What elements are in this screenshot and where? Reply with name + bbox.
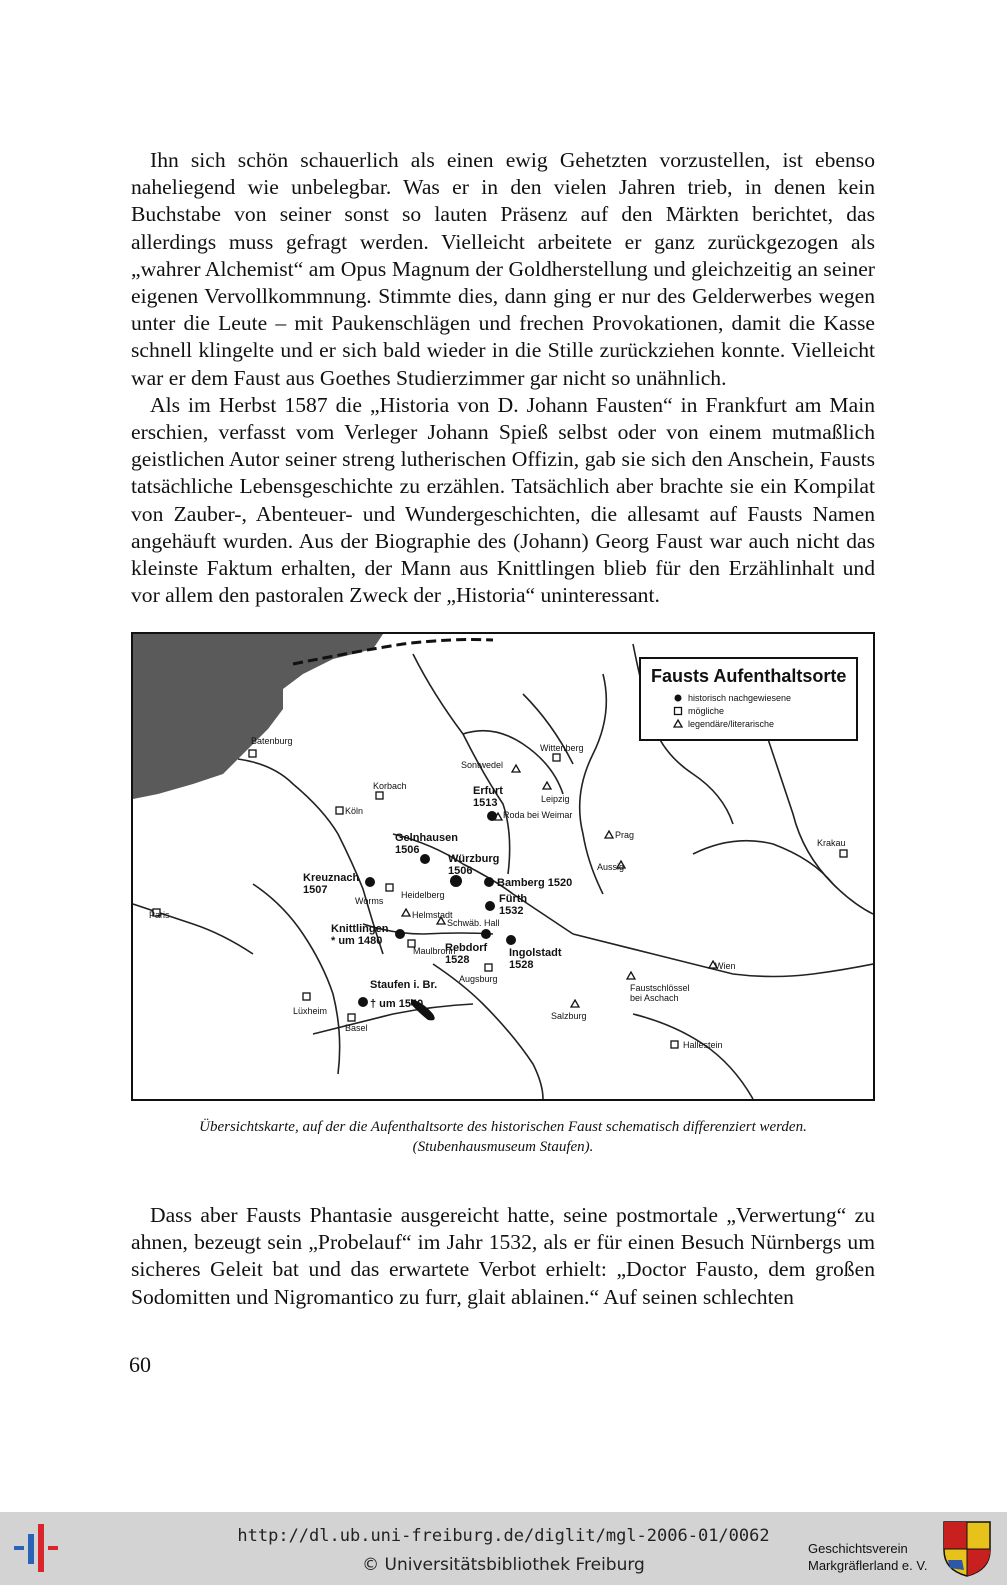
body-text-top — [131, 147, 875, 609]
label-worms: Worms — [355, 896, 384, 906]
legend-item-legendary: legendäre/literarische — [688, 719, 775, 729]
label-ingolstadt: Ingolstadt — [509, 947, 562, 959]
label-knittlingen: Knittlingen — [331, 923, 389, 935]
label-kreuznach: Kreuznach — [303, 872, 360, 884]
map-legend — [640, 658, 857, 740]
society-line-1: Geschichtsverein — [808, 1541, 908, 1556]
society-line-2: Markgräflerland e. V. — [808, 1558, 928, 1573]
label-prag: Prag — [615, 830, 635, 840]
label-ingolstadt-year: 1528 — [509, 959, 534, 971]
map-caption — [131, 1117, 875, 1157]
label-rebdorf: Rebdorf — [445, 942, 488, 954]
label-aussig: Aussig — [597, 862, 625, 872]
label-krakau: Krakau — [817, 838, 846, 848]
label-hallestein: Hallestein — [683, 1040, 723, 1050]
paragraph: Als im Herbst 1587 die „Historia von D. Johann Fausten“ in Frankfurt am Main erschien, verfasst vom Verleger Johann Spieß selbst oder von einem mutmaßlich geistlichen Autor seiner streng lutherischen Offizin, gab sie sich den Anschein, Fausts tatsächliche Lebensgeschichte zu erzählen. Tatsächlich aber brachte sie ein Kompilat von Zauber-, Abenteuer- und Wundergeschichten, die allesamt auf Fausts Namen angehäuft wurden. Aus der Biographie des (Johann) Georg Faust war auch nicht das kleinste Faktum erhalten, der Mann aus Knittlingen blieb für den Erzählinhalt und vor allem den pastoralen Zweck der „Historia“ uninteressant. — [131, 392, 875, 608]
label-wittenberg: Wittenberg — [540, 743, 584, 753]
label-maulbronn: Maulbronn — [413, 946, 456, 956]
label-gelnhausen-year: 1506 — [395, 844, 420, 856]
label-salzburg: Salzburg — [551, 1011, 587, 1021]
label-wuerzburg: Würzburg — [448, 853, 500, 865]
copyright-notice: © Universitätsbibliothek Freiburg — [362, 1555, 645, 1575]
label-augsburg: Augsburg — [459, 974, 498, 984]
label-helmstadt: Helmstadt — [412, 910, 453, 920]
label-heidelberg: Heidelberg — [401, 890, 445, 900]
legend-item-possible: mögliche — [688, 706, 725, 716]
label-schwaeb-hall: Schwäb. Hall — [447, 918, 500, 928]
label-gelnhausen: Gelnhausen — [395, 832, 458, 844]
label-knittlingen-year: * um 1480 — [331, 935, 383, 947]
label-sontwedel: Sontwedel — [461, 760, 504, 770]
historic-marker-icon — [675, 695, 682, 702]
label-erfurt: Erfurt — [473, 785, 503, 797]
label-faustschloessel: Faustschlössel — [630, 983, 690, 993]
paragraph: Dass aber Fausts Phantasie ausgereicht hatte, seine postmortale „Verwertung“ zu ahnen, bezeugt sein „Probelauf“ im Jahr 1532, als er für einen Besuch Nürnbergs um sicheres Geleit bat und das erwartete Verbot erhielt: „Doctor Fausto, dem großen Sodomitten und Nigromantico zu furr, glait ablainen.“ Auf seinen schlechten — [131, 1203, 875, 1309]
possible-marker-icon — [675, 708, 682, 715]
label-rebdorf-year: 1528 — [445, 954, 470, 966]
label-luexheim: Lüxheim — [293, 1006, 328, 1016]
label-batenburg: Batenburg — [251, 736, 293, 746]
society-name — [808, 1540, 927, 1574]
label-kreuznach-year: 1507 — [303, 884, 328, 896]
label-basel: Basel — [345, 1023, 368, 1033]
label-wuerzburg-year: 1506 — [448, 865, 473, 877]
page-number: 60 — [129, 1352, 151, 1377]
caption-line-1: Übersichtskarte, auf der die Aufenthaltsorte des historischen Faust schematisch differenziert werden. — [199, 1119, 807, 1135]
label-staufen: Staufen i. Br. — [370, 979, 438, 991]
faust-map — [131, 632, 875, 1101]
sea-area — [133, 634, 383, 799]
coat-of-arms-icon — [942, 1520, 992, 1578]
paragraph: Ihn sich schön schauerlich als einen ewig Gehetzten vorzustellen, ist ebenso naheliegend wie unbelegbar. Was er in den vielen Jahren trieb, in denen kein Buchstabe von seiner sonst so lauten Präsenz auf den Märkten berichtet, das allerdings muss gefragt werden. Vielleicht arbeitete er ganz zurückgezogen als „wahrer Alchemist“ am Opus Magnum der Goldherstellung und gleichzeitig an seiner eigenen Vervollkommnung. Stimmte dies, dann ging er nur des Gelderwerbes wegen unter die Leute – mit Paukenschlägen und frechen Provokationen, damit die Kasse schnell klingelte und er sich bald wieder in die Stille zurückziehen konnte. Vielleicht war er dem Faust aus Goethes Studierzimmer gar nicht so unähnlich. — [131, 148, 875, 390]
label-staufen-year: † um 1540 — [370, 998, 424, 1010]
footer-bar — [0, 1512, 1007, 1585]
label-korbach: Korbach — [373, 781, 407, 791]
legend-title: Fausts Aufenthaltsorte — [651, 666, 847, 686]
label-fuerth: Fürth — [499, 893, 528, 905]
label-wien: Wien — [715, 961, 736, 971]
label-koeln: Köln — [345, 806, 364, 816]
label-erfurt-year: 1513 — [473, 797, 498, 809]
label-bei-aschach: bei Aschach — [630, 993, 679, 1003]
label-leipzig: Leipzig — [541, 794, 570, 804]
map-drawing — [133, 634, 873, 1099]
caption-line-2: (Stubenhausmuseum Staufen). — [412, 1139, 594, 1155]
label-paris: Paris — [149, 910, 170, 920]
label-fuerth-year: 1532 — [499, 905, 524, 917]
permalink-url[interactable]: http://dl.ub.uni-freiburg.de/diglit/mgl-2006-01/0062 — [237, 1526, 770, 1546]
body-text-bottom — [131, 1202, 875, 1311]
label-roda: Roda bei Weimar — [503, 810, 573, 820]
label-bamberg: Bamberg 1520 — [497, 877, 573, 889]
legend-item-historic: historisch nachgewiesene — [688, 693, 792, 703]
